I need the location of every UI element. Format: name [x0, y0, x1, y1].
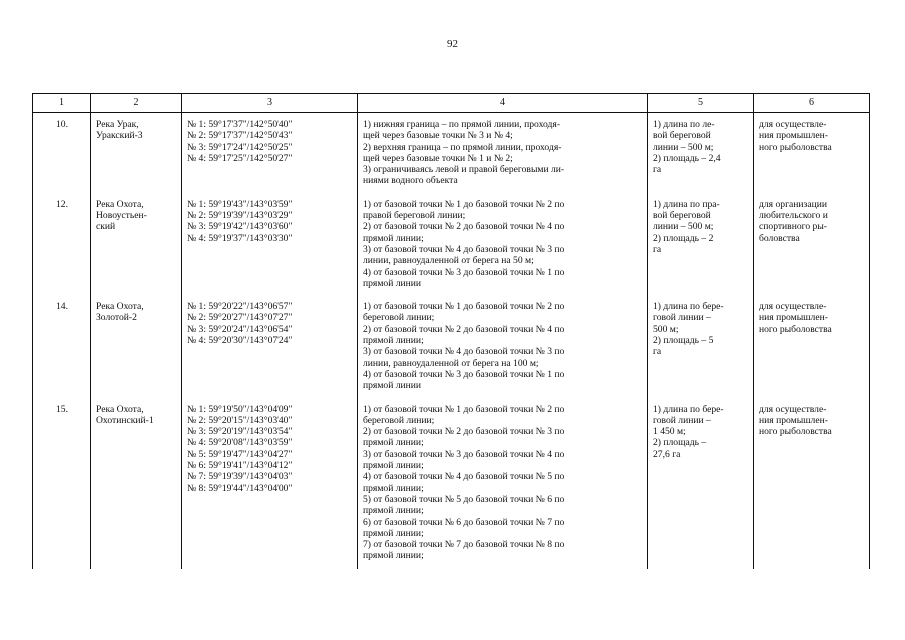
- coordinates-cell: [182, 113, 358, 194]
- coordinate-line: № 4: 59°20'30"/143°07'24": [187, 335, 293, 347]
- coordinates-cell: [182, 194, 358, 296]
- row-number: 15.: [33, 399, 91, 569]
- border-description-line: 2) от базовой точки № 2 до базовой точки № 4 по: [363, 323, 565, 335]
- border-description-line: 4) от базовой точки № 4 до базовой точки № 5 по: [363, 471, 565, 483]
- site-name-line: Река Урак,: [96, 119, 139, 130]
- size-line: га: [653, 164, 662, 176]
- column-header-2: 2: [91, 94, 182, 113]
- coordinate-line: № 3: 59°20'19"/143°03'54": [187, 426, 293, 438]
- border-description-line: прямой линии;: [363, 482, 424, 494]
- border-description-line: правой береговой линии;: [363, 210, 466, 222]
- column-header-5: 5: [648, 94, 754, 113]
- border-description-line: прямой линии;: [363, 505, 424, 517]
- coordinate-line: № 4: 59°17'25"/142°50'27": [187, 152, 293, 164]
- size-cell: [648, 113, 754, 194]
- site-name-cell: [91, 113, 182, 194]
- size-cell: [648, 399, 754, 569]
- coordinate-line: № 4: 59°19'37"/143°03'30": [187, 232, 293, 244]
- border-description-line: береговой линии;: [363, 312, 435, 324]
- border-description-line: прямой линии: [363, 380, 422, 392]
- borders-cell: [358, 113, 648, 194]
- size-line: линии – 500 м;: [653, 141, 714, 153]
- border-description-line: 3) от базовой точки № 4 до базовой точки № 3 по: [363, 243, 565, 255]
- coordinate-line: № 5: 59°19'47"/143°04'27": [187, 448, 293, 460]
- size-cell: [648, 194, 754, 296]
- border-description-line: 1) от базовой точки № 1 до базовой точки № 2 по: [363, 198, 565, 210]
- size-line: 27,6 га: [653, 448, 681, 460]
- coordinate-line: № 1: 59°19'50"/143°04'09": [187, 403, 293, 415]
- border-description-line: прямой линии;: [363, 437, 424, 449]
- column-header-6: 6: [754, 94, 870, 113]
- purpose-line: ния промышлен-: [759, 414, 828, 426]
- purpose-line: для осуществле-: [759, 301, 827, 313]
- border-description-line: прямой линии: [363, 277, 422, 289]
- border-description-line: прямой линии;: [363, 335, 424, 347]
- purpose-line: ного рыболовства: [759, 323, 832, 335]
- site-name-cell: [91, 194, 182, 296]
- purpose-line: спортивного ры-: [759, 221, 827, 233]
- coordinate-line: № 3: 59°17'24"/142°50'25": [187, 141, 293, 153]
- border-description-line: щей через базовые точки № 1 и № 2;: [363, 152, 513, 164]
- size-line: 1 450 м;: [653, 426, 686, 438]
- row-number: 10.: [33, 113, 91, 194]
- coordinate-line: № 8: 59°19'44"/143°04'00": [187, 482, 293, 494]
- column-header-3: 3: [182, 94, 358, 113]
- site-name-cell: [91, 399, 182, 569]
- border-description-line: 2) верхняя граница – по прямой линии, проходя-: [363, 141, 562, 153]
- purpose-line: для осуществле-: [759, 119, 827, 130]
- borders-cell: [358, 194, 648, 296]
- coordinate-line: № 7: 59°19'39"/143°04'03": [187, 471, 293, 483]
- size-line: говой линии –: [653, 414, 711, 426]
- coordinate-line: № 1: 59°20'22"/143°06'57": [187, 301, 293, 313]
- border-description-line: прямой линии;: [363, 232, 424, 244]
- border-description-line: прямой линии;: [363, 527, 424, 539]
- coordinate-line: № 3: 59°19'42"/143°03'60": [187, 221, 293, 233]
- border-description-line: 1) от базовой точки № 1 до базовой точки № 2 по: [363, 403, 565, 415]
- header-row: [33, 94, 870, 113]
- column-header-4: 4: [358, 94, 648, 113]
- size-line: 2) площадь – 2,4: [653, 152, 721, 164]
- coordinate-line: № 2: 59°20'27"/143°07'27": [187, 312, 293, 324]
- site-name-line: ский: [96, 221, 116, 233]
- row-number: 12.: [33, 194, 91, 296]
- purpose-cell: [754, 113, 870, 194]
- border-description-line: 1) нижняя граница – по прямой линии, проходя-: [363, 119, 561, 130]
- borders-cell: [358, 399, 648, 569]
- purpose-line: ного рыболовства: [759, 141, 832, 153]
- border-description-line: береговой линии;: [363, 414, 435, 426]
- table-row: [33, 194, 870, 296]
- coordinate-line: № 4: 59°20'08"/143°03'59": [187, 437, 293, 449]
- site-name-line: Река Охота,: [96, 301, 144, 313]
- purpose-line: ния промышлен-: [759, 312, 828, 324]
- border-description-line: 3) ограничиваясь левой и правой береговыми ли-: [363, 164, 565, 176]
- purpose-line: любительского и: [759, 210, 828, 222]
- site-name-line: Охотинский-1: [96, 414, 154, 426]
- borders-cell: [358, 296, 648, 398]
- site-name-cell: [91, 296, 182, 398]
- size-line: 1) длина по бере-: [653, 403, 724, 415]
- purpose-line: ния промышлен-: [759, 130, 828, 142]
- purpose-cell: [754, 399, 870, 569]
- coordinate-line: № 1: 59°19'43"/143°03'59": [187, 198, 293, 210]
- fishing-sites-table: [32, 93, 870, 569]
- table-row: [33, 113, 870, 194]
- coordinate-line: № 3: 59°20'24"/143°06'54": [187, 323, 293, 335]
- coordinates-cell: [182, 296, 358, 398]
- border-description-line: 2) от базовой точки № 2 до базовой точки № 4 по: [363, 221, 565, 233]
- site-name-line: Новоустьен-: [96, 210, 147, 222]
- border-description-line: линии, равноудаленной от берега на 100 м;: [363, 357, 539, 369]
- coordinate-line: № 1: 59°17'37"/142°50'40": [187, 119, 293, 130]
- site-name-line: Река Охота,: [96, 198, 144, 210]
- purpose-line: ного рыболовства: [759, 426, 832, 438]
- border-description-line: 1) от базовой точки № 1 до базовой точки № 2 по: [363, 301, 565, 313]
- site-name-line: Река Охота,: [96, 403, 144, 415]
- border-description-line: линии, равноудаленной от берега на 50 м;: [363, 255, 534, 267]
- border-description-line: 7) от базовой точки № 7 до базовой точки № 8 по: [363, 539, 565, 551]
- size-line: 2) площадь – 5: [653, 335, 714, 347]
- border-description-line: щей через базовые точки № 3 и № 4;: [363, 130, 513, 142]
- border-description-line: 3) от базовой точки № 4 до базовой точки № 3 по: [363, 346, 565, 358]
- coordinates-cell: [182, 399, 358, 569]
- coordinate-line: № 2: 59°17'37"/142°50'43": [187, 130, 293, 142]
- coordinate-line: № 2: 59°20'15"/143°03'40": [187, 414, 293, 426]
- border-description-line: прямой линии;: [363, 460, 424, 472]
- size-line: га: [653, 346, 662, 358]
- size-line: 500 м;: [653, 323, 679, 335]
- coordinate-line: № 6: 59°19'41"/143°04'12": [187, 460, 293, 472]
- size-line: 2) площадь – 2: [653, 232, 714, 244]
- table-row: [33, 296, 870, 398]
- purpose-cell: [754, 194, 870, 296]
- size-line: говой линии –: [653, 312, 711, 324]
- border-description-line: 2) от базовой точки № 2 до базовой точки № 3 по: [363, 426, 565, 438]
- purpose-cell: [754, 296, 870, 398]
- purpose-line: для осуществле-: [759, 403, 827, 415]
- size-line: вой береговой: [653, 210, 711, 222]
- site-name-line: Уракский-3: [96, 130, 143, 142]
- size-cell: [648, 296, 754, 398]
- row-number: 14.: [33, 296, 91, 398]
- border-description-line: 4) от базовой точки № 3 до базовой точки № 1 по: [363, 368, 565, 380]
- site-name-line: Золотой-2: [96, 312, 137, 324]
- page-number: 92: [447, 38, 458, 50]
- border-description-line: 3) от базовой точки № 3 до базовой точки № 4 по: [363, 448, 565, 460]
- size-line: 1) длина по бере-: [653, 301, 724, 313]
- table-body: [33, 113, 870, 569]
- size-line: 1) длина по пра-: [653, 198, 720, 210]
- size-line: 2) площадь –: [653, 437, 707, 449]
- purpose-line: для организации: [759, 198, 827, 210]
- border-description-line: 4) от базовой точки № 3 до базовой точки № 1 по: [363, 266, 565, 278]
- border-description-line: 6) от базовой точки № 6 до базовой точки № 7 по: [363, 516, 565, 528]
- size-line: 1) длина по ле-: [653, 119, 715, 130]
- size-line: линии – 500 м;: [653, 221, 714, 233]
- border-description-line: ниями водного объекта: [363, 175, 458, 187]
- purpose-line: боловства: [759, 232, 800, 244]
- border-description-line: прямой линии;: [363, 550, 424, 562]
- size-line: га: [653, 243, 662, 255]
- column-header-1: 1: [33, 94, 91, 113]
- border-description-line: 5) от базовой точки № 5 до базовой точки № 6 по: [363, 493, 565, 505]
- coordinate-line: № 2: 59°19'39"/143°03'29": [187, 210, 293, 222]
- table-row: [33, 399, 870, 569]
- size-line: вой береговой: [653, 130, 711, 142]
